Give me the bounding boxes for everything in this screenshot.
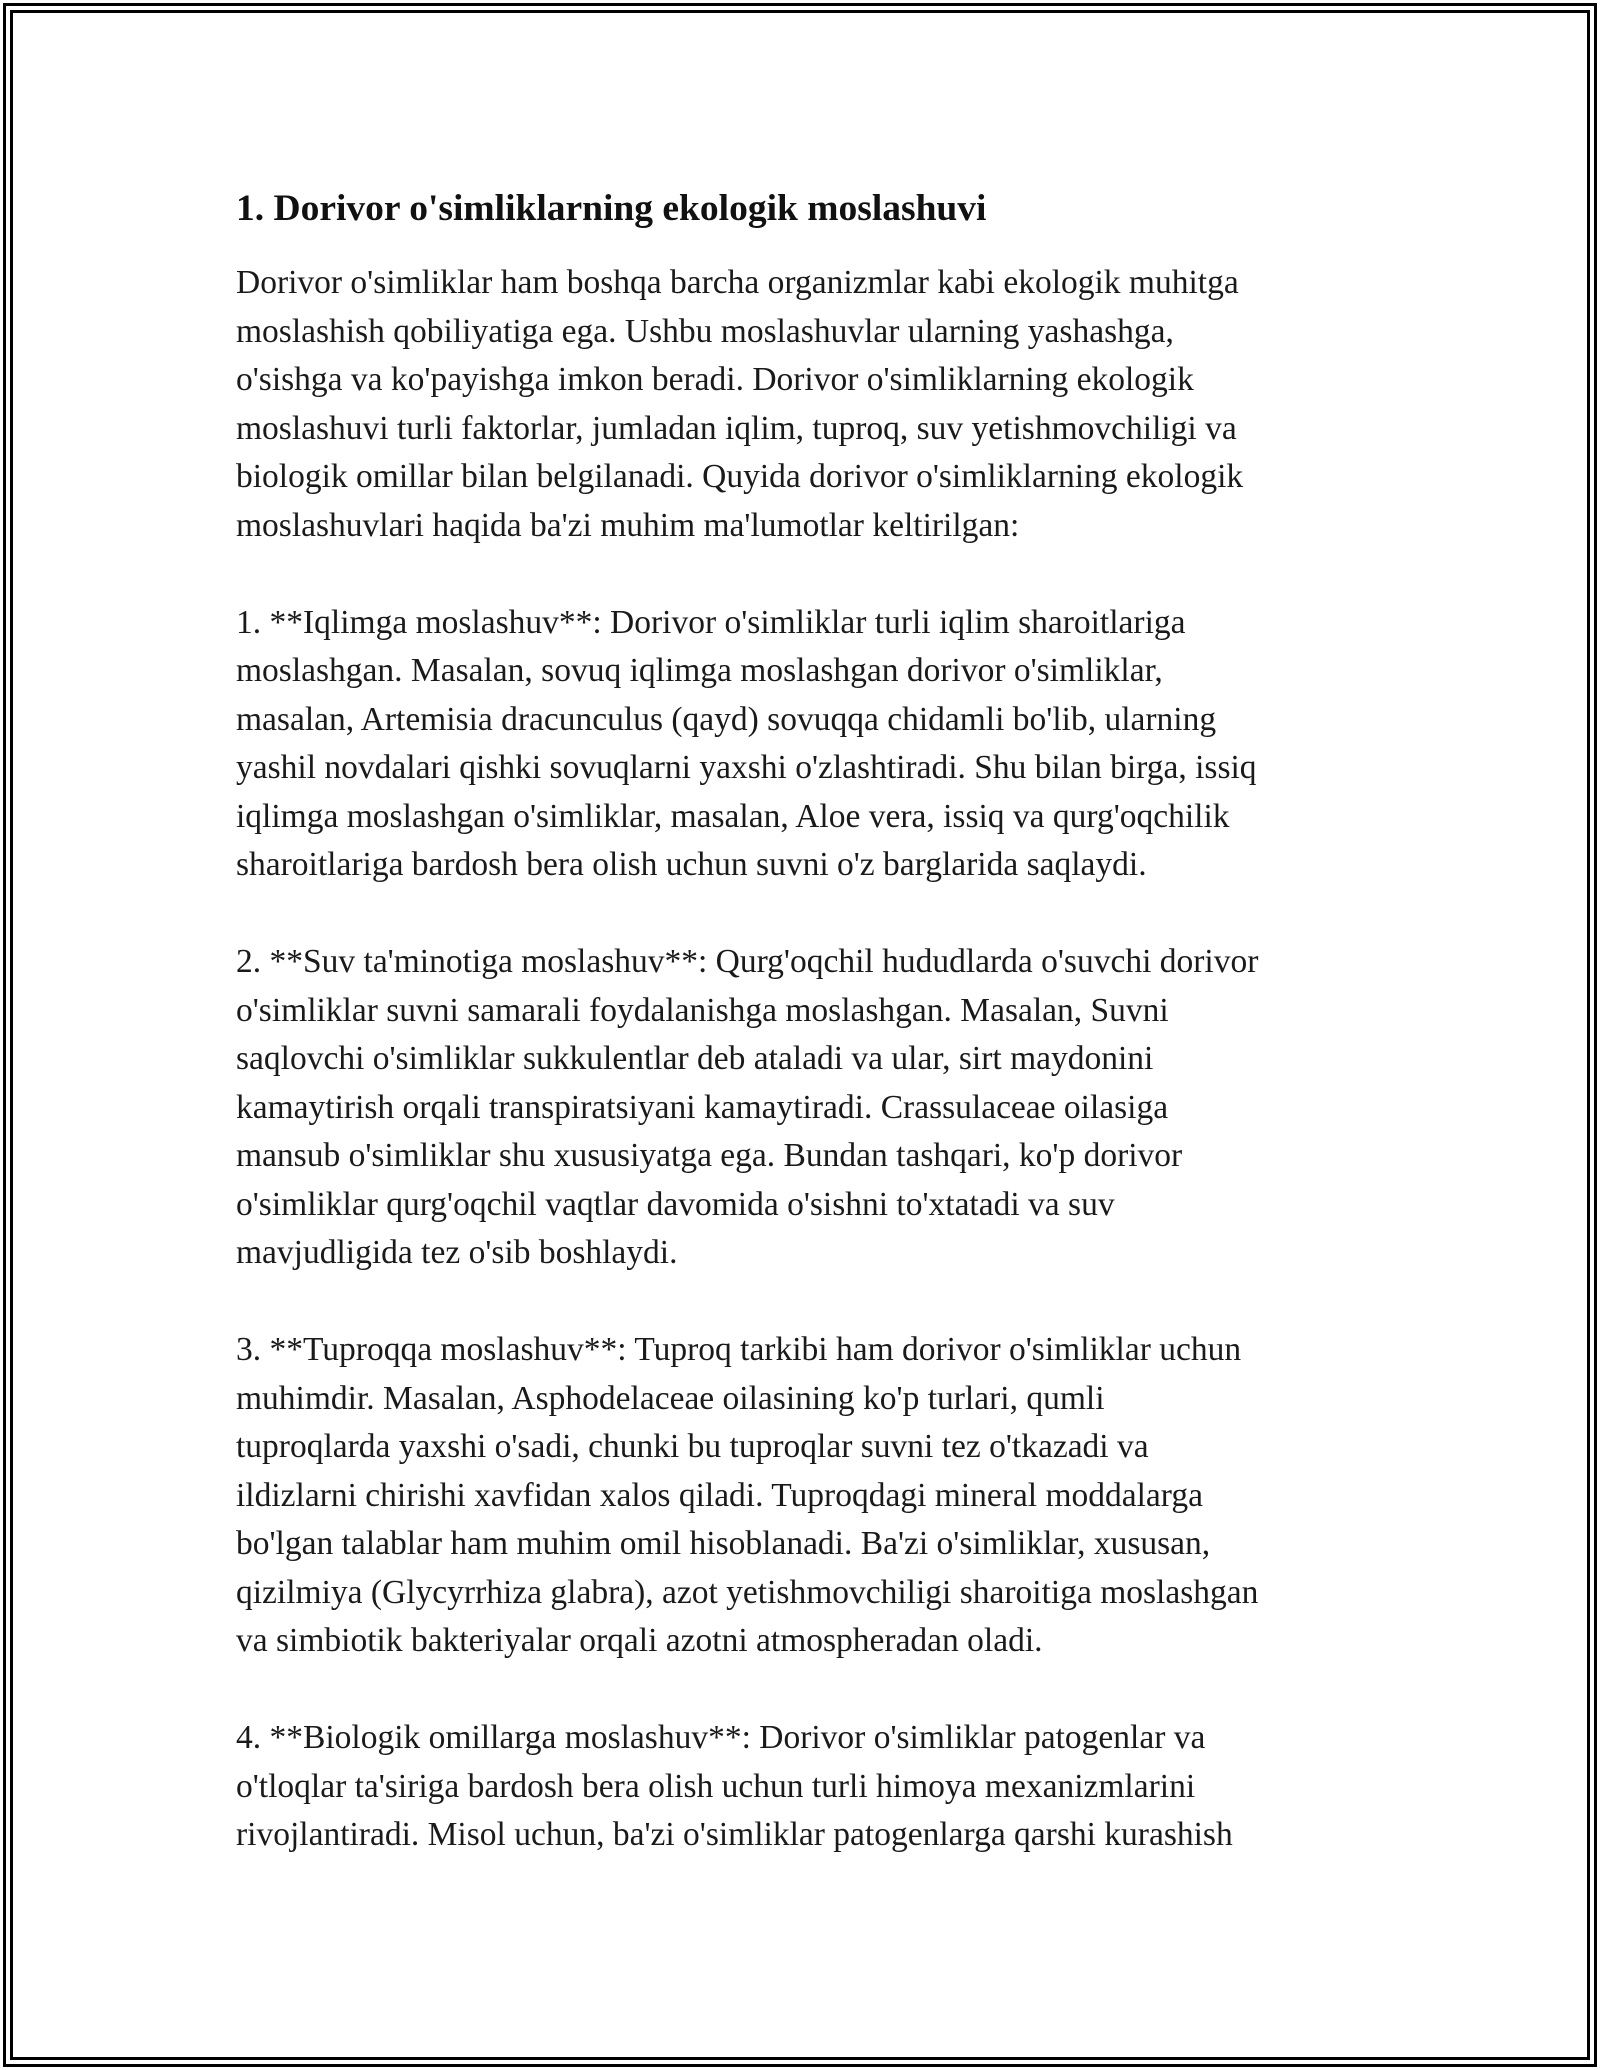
water-adaptation-paragraph: [236, 938, 1376, 1278]
text-line: 4. **Biologik omillarga moslashuv**: Dorivor o'simliklar patogenlar va: [236, 1719, 1206, 1756]
text-line: tuproqlarda yaxshi o'sadi, chunki bu tuproqlar suvni tez o'tkazadi va: [236, 1428, 1149, 1465]
text-line: mavjudligida tez o'sib boshlaydi.: [236, 1234, 678, 1271]
section-heading: 1. Dorivor o'simliklarning ekologik moslashuvi: [236, 188, 987, 229]
text-line: 3. **Tuproqqa moslashuv**: Tuproq tarkibi ham dorivor o'simliklar uchun: [236, 1331, 1242, 1368]
text-line: muhimdir. Masalan, Asphodelaceae oilasining ko'p turlari, qumli: [236, 1379, 1105, 1417]
text-line: qizilmiya (Glycyrrhiza glabra), azot yetishmovchiligi sharoitiga moslashgan: [236, 1573, 1259, 1611]
text-line: moslashuvlari haqida ba'zi muhim ma'lumotlar keltirilgan:: [236, 506, 1020, 544]
text-line: sharoitlariga bardosh bera olish uchun suvni o'z barglarida saqlaydi.: [236, 846, 1147, 883]
text-line: moslashish qobiliyatiga ega. Ushbu moslashuvlar ularning yashashga,: [236, 312, 1174, 350]
text-line: o'simliklar suvni samarali foydalanishga moslashgan. Masalan, Suvni: [236, 991, 1169, 1029]
text-line: yashil novdalari qishki sovuqlarni yaxshi o'zlashtiradi. Shu bilan birga, issiq: [236, 749, 1257, 786]
document-body: [236, 186, 1376, 1908]
text-line: kamaytirish orqali transpiratsiyani kamaytiradi. Crassulaceae oilasiga: [236, 1088, 1169, 1126]
text-line: saqlovchi o'simliklar sukkulentlar deb ataladi va ular, sirt maydonini: [236, 1040, 1154, 1077]
text-line: masalan, Artemisia dracunculus (qayd) sovuqqa chidamli bo'lib, ularning: [236, 700, 1217, 738]
text-line: biologik omillar bilan belgilanadi. Quyida dorivor o'simliklarning ekologik: [236, 458, 1244, 495]
biological-adaptation-paragraph: [236, 1714, 1376, 1860]
intro-paragraph: [236, 259, 1376, 550]
text-line: 2. **Suv ta'minotiga moslashuv**: Qurg'oqchil hududlarda o'suvchi dorivor: [236, 943, 1259, 980]
text-line: moslashgan. Masalan, sovuq iqlimga moslashgan dorivor o'simliklar,: [236, 652, 1163, 689]
text-line: 1. **Iqlimga moslashuv**: Dorivor o'simliklar turli iqlim sharoitlariga: [236, 603, 1186, 641]
text-line: moslashuvi turli faktorlar, jumladan iqlim, tuproq, suv yetishmovchiligi va: [236, 409, 1237, 447]
text-line: o'tloqlar ta'siriga bardosh bera olish uchun turli himoya mexanizmlarini: [236, 1767, 1196, 1805]
text-line: o'sishga va ko'payishga imkon beradi. Dorivor o'simliklarning ekologik: [236, 361, 1194, 398]
text-line: bo'lgan talablar ham muhim omil hisoblanadi. Ba'zi o'simliklar, xususan,: [236, 1525, 1211, 1562]
text-line: iqlimga moslashgan o'simliklar, masalan, Aloe vera, issiq va qurg'oqchilik: [236, 797, 1230, 835]
text-line: Dorivor o'simliklar ham boshqa barcha organizmlar kabi ekologik muhitga: [236, 264, 1239, 301]
text-line: rivojlantiradi. Misol uchun, ba'zi o'simliklar patogenlarga qarshi kurashish: [236, 1816, 1233, 1853]
text-line: mansub o'simliklar shu xususiyatga ega. Bundan tashqari, ko'p dorivor: [236, 1137, 1183, 1174]
climate-adaptation-paragraph: [236, 599, 1376, 890]
soil-adaptation-paragraph: [236, 1326, 1376, 1666]
text-line: ildizlarni chirishi xavfidan xalos qiladi. Tuproqdagi mineral moddalarga: [236, 1476, 1203, 1514]
text-line: o'simliklar qurg'oqchil vaqtlar davomida o'sishni to'xtatadi va suv: [236, 1185, 1115, 1223]
text-line: va simbiotik bakteriyalar orqali azotni atmospheradan oladi.: [236, 1622, 1043, 1659]
